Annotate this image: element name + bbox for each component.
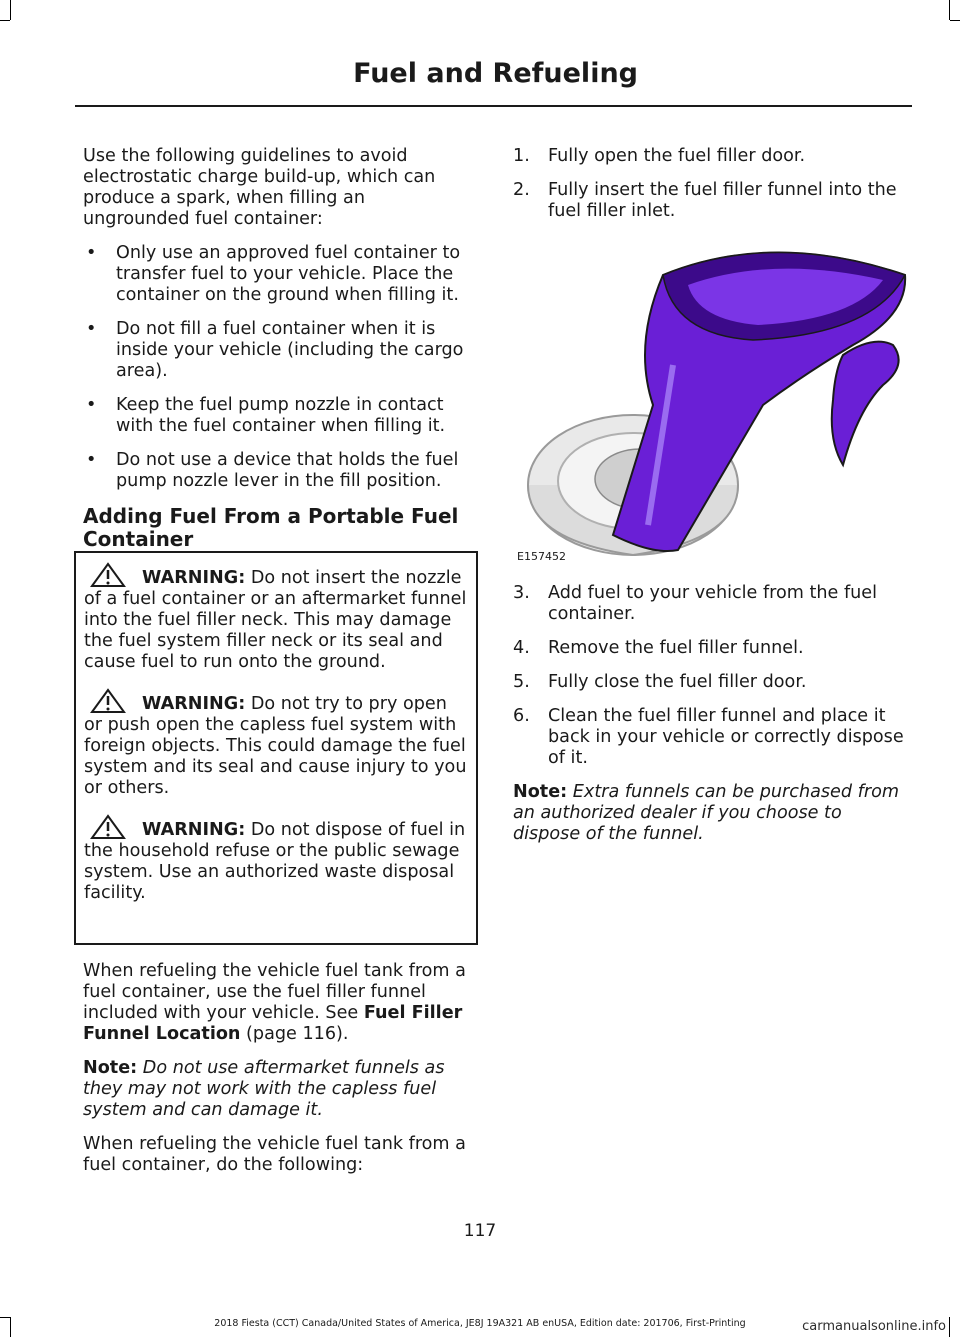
step-text: Clean the fuel filler funnel and place it back in your vehicle or correctly dispose of it.: [548, 706, 904, 768]
step-item: [513, 672, 908, 693]
watermark: carmanualsonline.info: [802, 1319, 946, 1334]
step-item: [513, 180, 908, 222]
bullet-text: Keep the fuel pump nozzle in contact with the fuel container when filling it.: [116, 395, 446, 436]
right-column: [513, 146, 908, 858]
warning-label: WARNING:: [142, 820, 246, 840]
page-reference: (page 116).: [240, 1024, 349, 1044]
step-item: [513, 583, 908, 625]
note-paragraph: [83, 1058, 476, 1121]
step-number: 2.: [513, 180, 530, 200]
warning-text: Do not dispose of fuel in the household refuse or the public sewage system. Use an authorized waste disposal facility.: [84, 820, 466, 903]
funnel-in-filler-inlet-image: [513, 235, 908, 565]
note-paragraph: [513, 782, 908, 845]
funnel-paragraph-text: When refueling the vehicle fuel tank from a fuel container, use the fuel filler funnel included with your vehicle. See: [83, 961, 466, 1023]
step-text: Remove the fuel filler funnel.: [548, 638, 804, 658]
warning-label: WARNING:: [142, 568, 246, 588]
header-rule: [75, 105, 912, 107]
bullet-item: [83, 450, 476, 492]
bullet-item: [83, 395, 476, 437]
warning-triangle-icon: [84, 688, 134, 714]
step-item: [513, 706, 908, 769]
step-number: 3.: [513, 583, 530, 603]
left-column: [83, 146, 476, 573]
crop-mark: [950, 20, 960, 21]
step-number: 4.: [513, 638, 530, 658]
step-item: [513, 146, 908, 167]
warning-box: [74, 551, 478, 945]
warning-label: WARNING:: [142, 694, 246, 714]
note-text: Extra funnels can be purchased from an authorized dealer if you choose to dispose of the funnel.: [513, 782, 899, 844]
warning-item: [84, 694, 470, 799]
funnel-paragraph: [83, 961, 476, 1045]
funnel-illustration: [513, 235, 908, 565]
note-text: Do not use aftermarket funnels as they may not work with the capless fuel system and can damage it.: [83, 1058, 445, 1120]
step-text: Fully close the fuel filler door.: [548, 672, 807, 692]
bullet-text: Do not fill a fuel container when it is inside your vehicle (including the cargo area).: [116, 319, 464, 381]
step-number: 5.: [513, 672, 530, 692]
section-heading: Adding Fuel From a Portable Fuel Container: [83, 504, 459, 551]
page-number: 117: [463, 1221, 497, 1241]
bullet-item: [83, 243, 476, 306]
crop-mark: [10, 0, 11, 20]
bullet-item: [83, 319, 476, 382]
step-text: Add fuel to your vehicle from the fuel container.: [548, 583, 878, 624]
step-text: Fully insert the fuel filler funnel into the fuel filler inlet.: [548, 180, 897, 221]
warning-text: Do not try to pry open or push open the capless fuel system with foreign objects. This could damage the fuel system and its seal and cause injury to you or others.: [84, 694, 467, 798]
intro-paragraph: Use the following guidelines to avoid electrostatic charge build-up, which can produce a spark, when filling an ungrounded fuel container:: [83, 146, 436, 229]
note-label: Note:: [513, 782, 568, 802]
warning-item: [84, 820, 470, 904]
step-text: Fully open the fuel filler door.: [548, 146, 806, 166]
bullet-text: Do not use a device that holds the fuel pump nozzle lever in the fill position.: [116, 450, 459, 491]
page-title: Fuel and Refueling: [353, 58, 638, 89]
warning-text: Do not insert the nozzle of a fuel container or an aftermarket funnel into the fuel filler neck. This may damage the fuel system filler neck or its seal and cause fuel to run onto the ground.: [84, 568, 467, 672]
bullet-text: Only use an approved fuel container to transfer fuel to your vehicle. Place the container on the ground when filling it.: [116, 243, 461, 305]
steps-intro: When refueling the vehicle fuel tank from a fuel container, do the following:: [83, 1134, 466, 1175]
bullet-marker: •: [86, 450, 97, 470]
warning-triangle-icon: [84, 562, 134, 588]
step-number: 1.: [513, 146, 530, 166]
cross-reference-link[interactable]: Fuel Filler Funnel Location: [83, 1003, 463, 1044]
refuel-instructions: [83, 961, 476, 1189]
footer-text: 2018 Fiesta (CCT) Canada/United States of America, JE8J 19A321 AB enUSA, Edition date: 201706, First-Printing: [214, 1318, 746, 1329]
crop-mark: [949, 0, 950, 20]
bullet-marker: •: [86, 395, 97, 415]
note-label: Note:: [83, 1058, 138, 1078]
warning-triangle-icon: [84, 814, 134, 840]
figure-code: E157452: [517, 550, 566, 563]
bullet-marker: •: [86, 319, 97, 339]
step-item: [513, 638, 908, 659]
warning-item: [84, 568, 470, 673]
crop-mark: [0, 20, 10, 21]
step-number: 6.: [513, 706, 530, 726]
bullet-marker: •: [86, 243, 97, 263]
